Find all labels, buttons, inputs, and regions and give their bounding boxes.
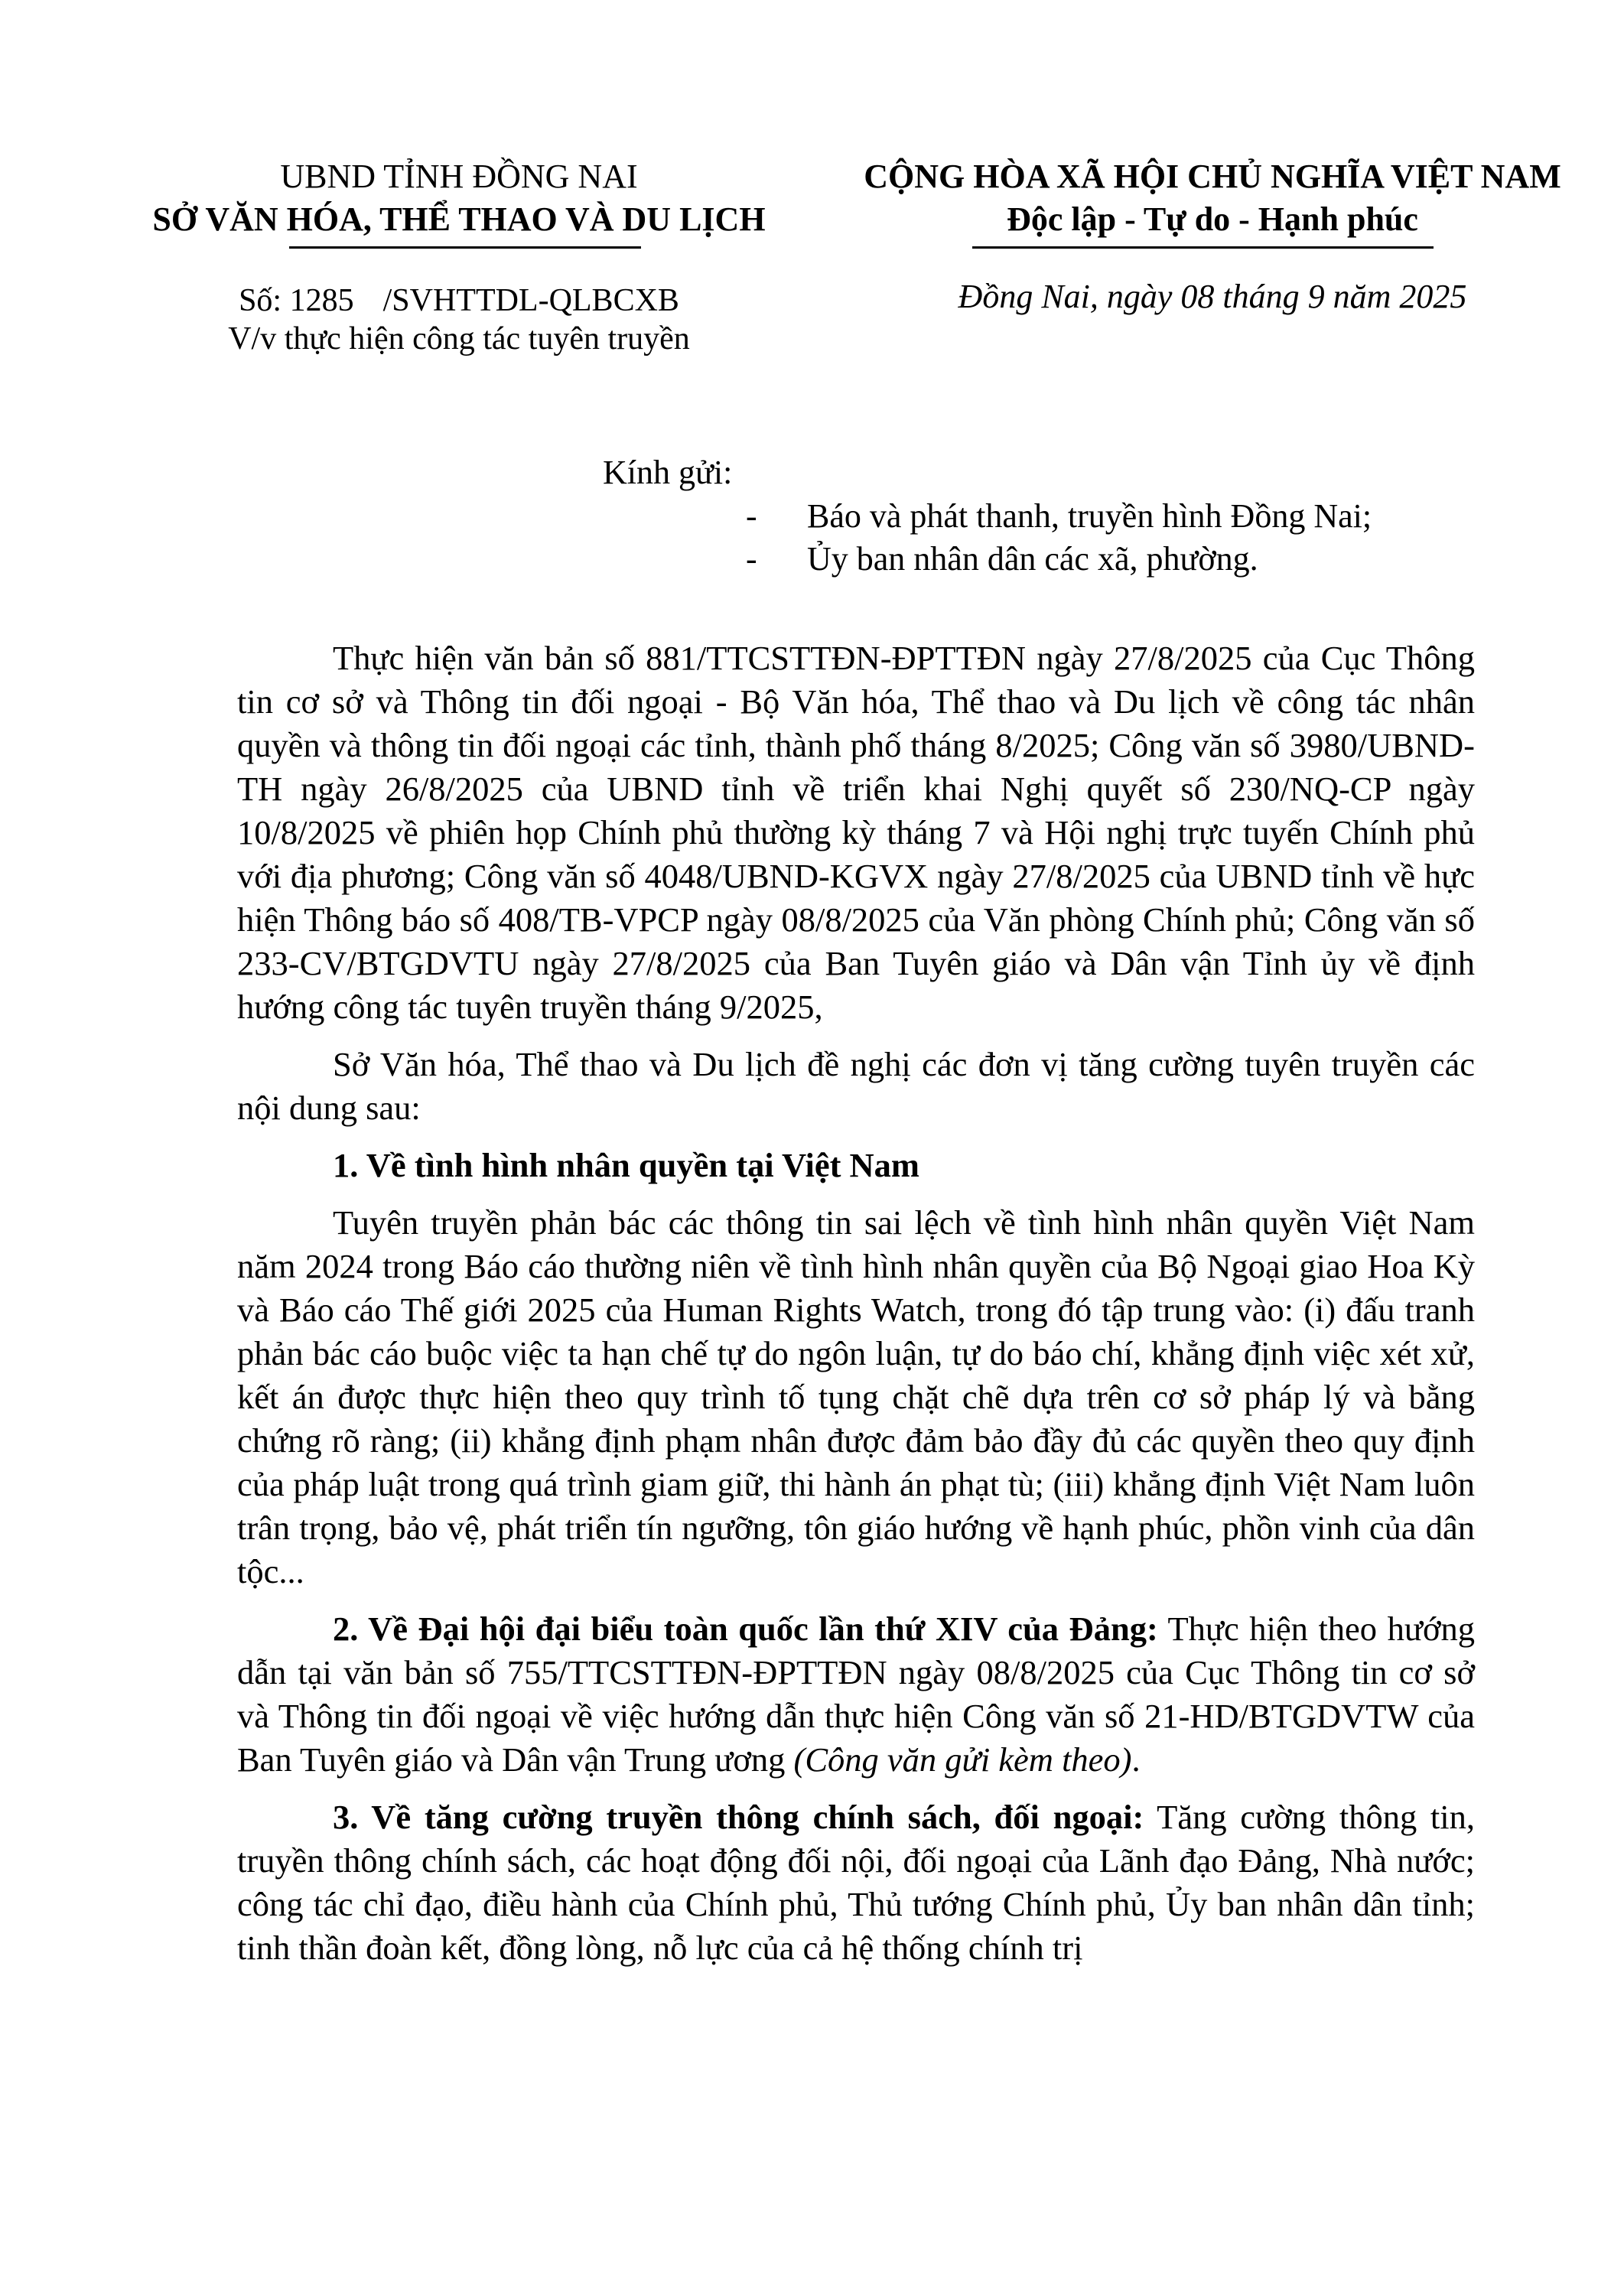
document-number: [76, 282, 841, 320]
section-3-paragraph: [237, 1795, 1475, 1970]
issuing-department: SỞ VĂN HÓA, THỂ THAO VÀ DU LỊCH: [152, 200, 766, 238]
recipient-text: Ủy ban nhân dân các xã, phường.: [807, 540, 1258, 578]
section-3-heading: 3. Về tăng cường truyền thông chính sách, đối ngoại:: [333, 1798, 1144, 1836]
section-2-paragraph: [237, 1607, 1475, 1782]
document-number-prefix: Số: 1285: [239, 283, 354, 318]
section-2-text: Thực hiện theo hướng dẫn tại văn bản số 755/TTCSTTĐN-ĐPTTĐN ngày 08/8/2025 của Cục Thông tin cơ sở và Thông tin đối ngoại về việc hướng dẫn thực hiện Công văn số 21-HD/BTGDVTW của Ban Tuyên giáo và Dân vận Trung ương: [237, 1610, 1475, 1779]
section-2-heading: 2. Về Đại hội đại biểu toàn quốc lần thứ XIV của Đảng:: [333, 1610, 1158, 1648]
place-and-date: Đồng Nai, ngày 08 tháng 9 năm 2025: [958, 278, 1467, 315]
document-number-code: /SVHTTDL-QLBCXB: [382, 283, 679, 318]
list-dash: -: [746, 540, 757, 578]
intro-paragraph: Thực hiện văn bản số 881/TTCSTTĐN-ĐPTTĐN ngày 27/8/2025 của Cục Thông tin cơ sở và Thông tin đối ngoại - Bộ Văn hóa, Thể thao và Du lịch về công tác nhân quyền và thông tin đối ngoại các tỉnh, thành phố tháng 8/2025; Công văn số 3980/UBND-TH ngày 26/8/2025 của UBND tỉnh về triển khai Nghị quyết số 230/NQ-CP ngày 10/8/2025 về phiên họp Chính phủ thường kỳ tháng 7 và Hội nghị trực tuyến Chính phủ với địa phương; Công văn số 4048/UBND-KGVX ngày 27/8/2025 của UBND tỉnh về hực hiện Thông báo số 408/TB-VPCP ngày 08/8/2025 của Văn phòng Chính phủ; Công văn số 233-CV/BTGDVTU ngày 27/8/2025 của Ban Tuyên giáo và Dân vận Tỉnh ủy về định hướng công tác tuyên truyền tháng 9/2025,: [237, 639, 1475, 1026]
section-3-text: Tăng cường thông tin, truyền thông chính sách, các hoạt động đối nội, đối ngoại của Lãnh đạo Đảng, Nhà nước; công tác chỉ đạo, điều hành của Chính phủ, Thủ tướng Chính phủ, Ủy ban nhân dân tỉnh; tinh thần đoàn kết, đồng lòng, nỗ lực của cả hệ thống chính trị: [237, 1798, 1475, 1967]
document-body: [237, 636, 1475, 1984]
national-motto: Độc lập - Tự do - Hạnh phúc: [1007, 200, 1418, 238]
section-2-attachment-note: (Công văn gửi kèm theo): [793, 1740, 1132, 1779]
motto-underline: [972, 246, 1434, 249]
national-title: CỘNG HÒA XÃ HỘI CHỦ NGHĨA VIỆT NAM: [864, 158, 1561, 195]
recipients-list: [746, 495, 1587, 581]
recipient-item: [746, 495, 1587, 538]
recipients-label: Kính gửi:: [603, 454, 733, 491]
recipient-text: Báo và phát thanh, truyền hình Đồng Nai;: [807, 497, 1372, 535]
section-1-heading: 1. Về tình hình nhân quyền tại Việt Nam: [333, 1146, 919, 1184]
request-paragraph: Sở Văn hóa, Thể thao và Du lịch đề nghị các đơn vị tăng cường tuyên truyền các nội dung sau:: [237, 1045, 1475, 1127]
section-2-end: .: [1131, 1740, 1141, 1779]
department-underline: [289, 246, 641, 249]
section-1-text: Tuyên truyền phản bác các thông tin sai lệch về tình hình nhân quyền Việt Nam năm 2024 trong Báo cáo thường niên về tình hình nhân quyền của Bộ Ngoại giao Hoa Kỳ và Báo cáo Thế giới 2025 của Human Rights Watch, trong đó tập trung vào: (i) đấu tranh phản bác cáo buộc việc ta hạn chế tự do ngôn luận, tự do báo chí, khẳng định việc xét xử, kết án được thực hiện theo quy trình tố tụng chặt chẽ dựa trên cơ sở pháp lý và bằng chứng rõ ràng; (ii) khẳng định phạm nhân được đảm bảo đầy đủ các quyền theo quy định của pháp luật trong quá trình giam giữ, thi hành án phạt tù; (iii) khẳng định Việt Nam luôn trân trọng, bảo vệ, phát triển tín ngưỡng, tôn giáo hướng về hạnh phúc, phồn vinh của dân tộc...: [237, 1203, 1475, 1590]
document-subject: V/v thực hiện công tác tuyên truyền: [228, 321, 690, 356]
issuing-authority: UBND TỈNH ĐỒNG NAI: [280, 158, 638, 195]
list-dash: -: [746, 497, 757, 535]
recipient-item: [746, 538, 1587, 581]
